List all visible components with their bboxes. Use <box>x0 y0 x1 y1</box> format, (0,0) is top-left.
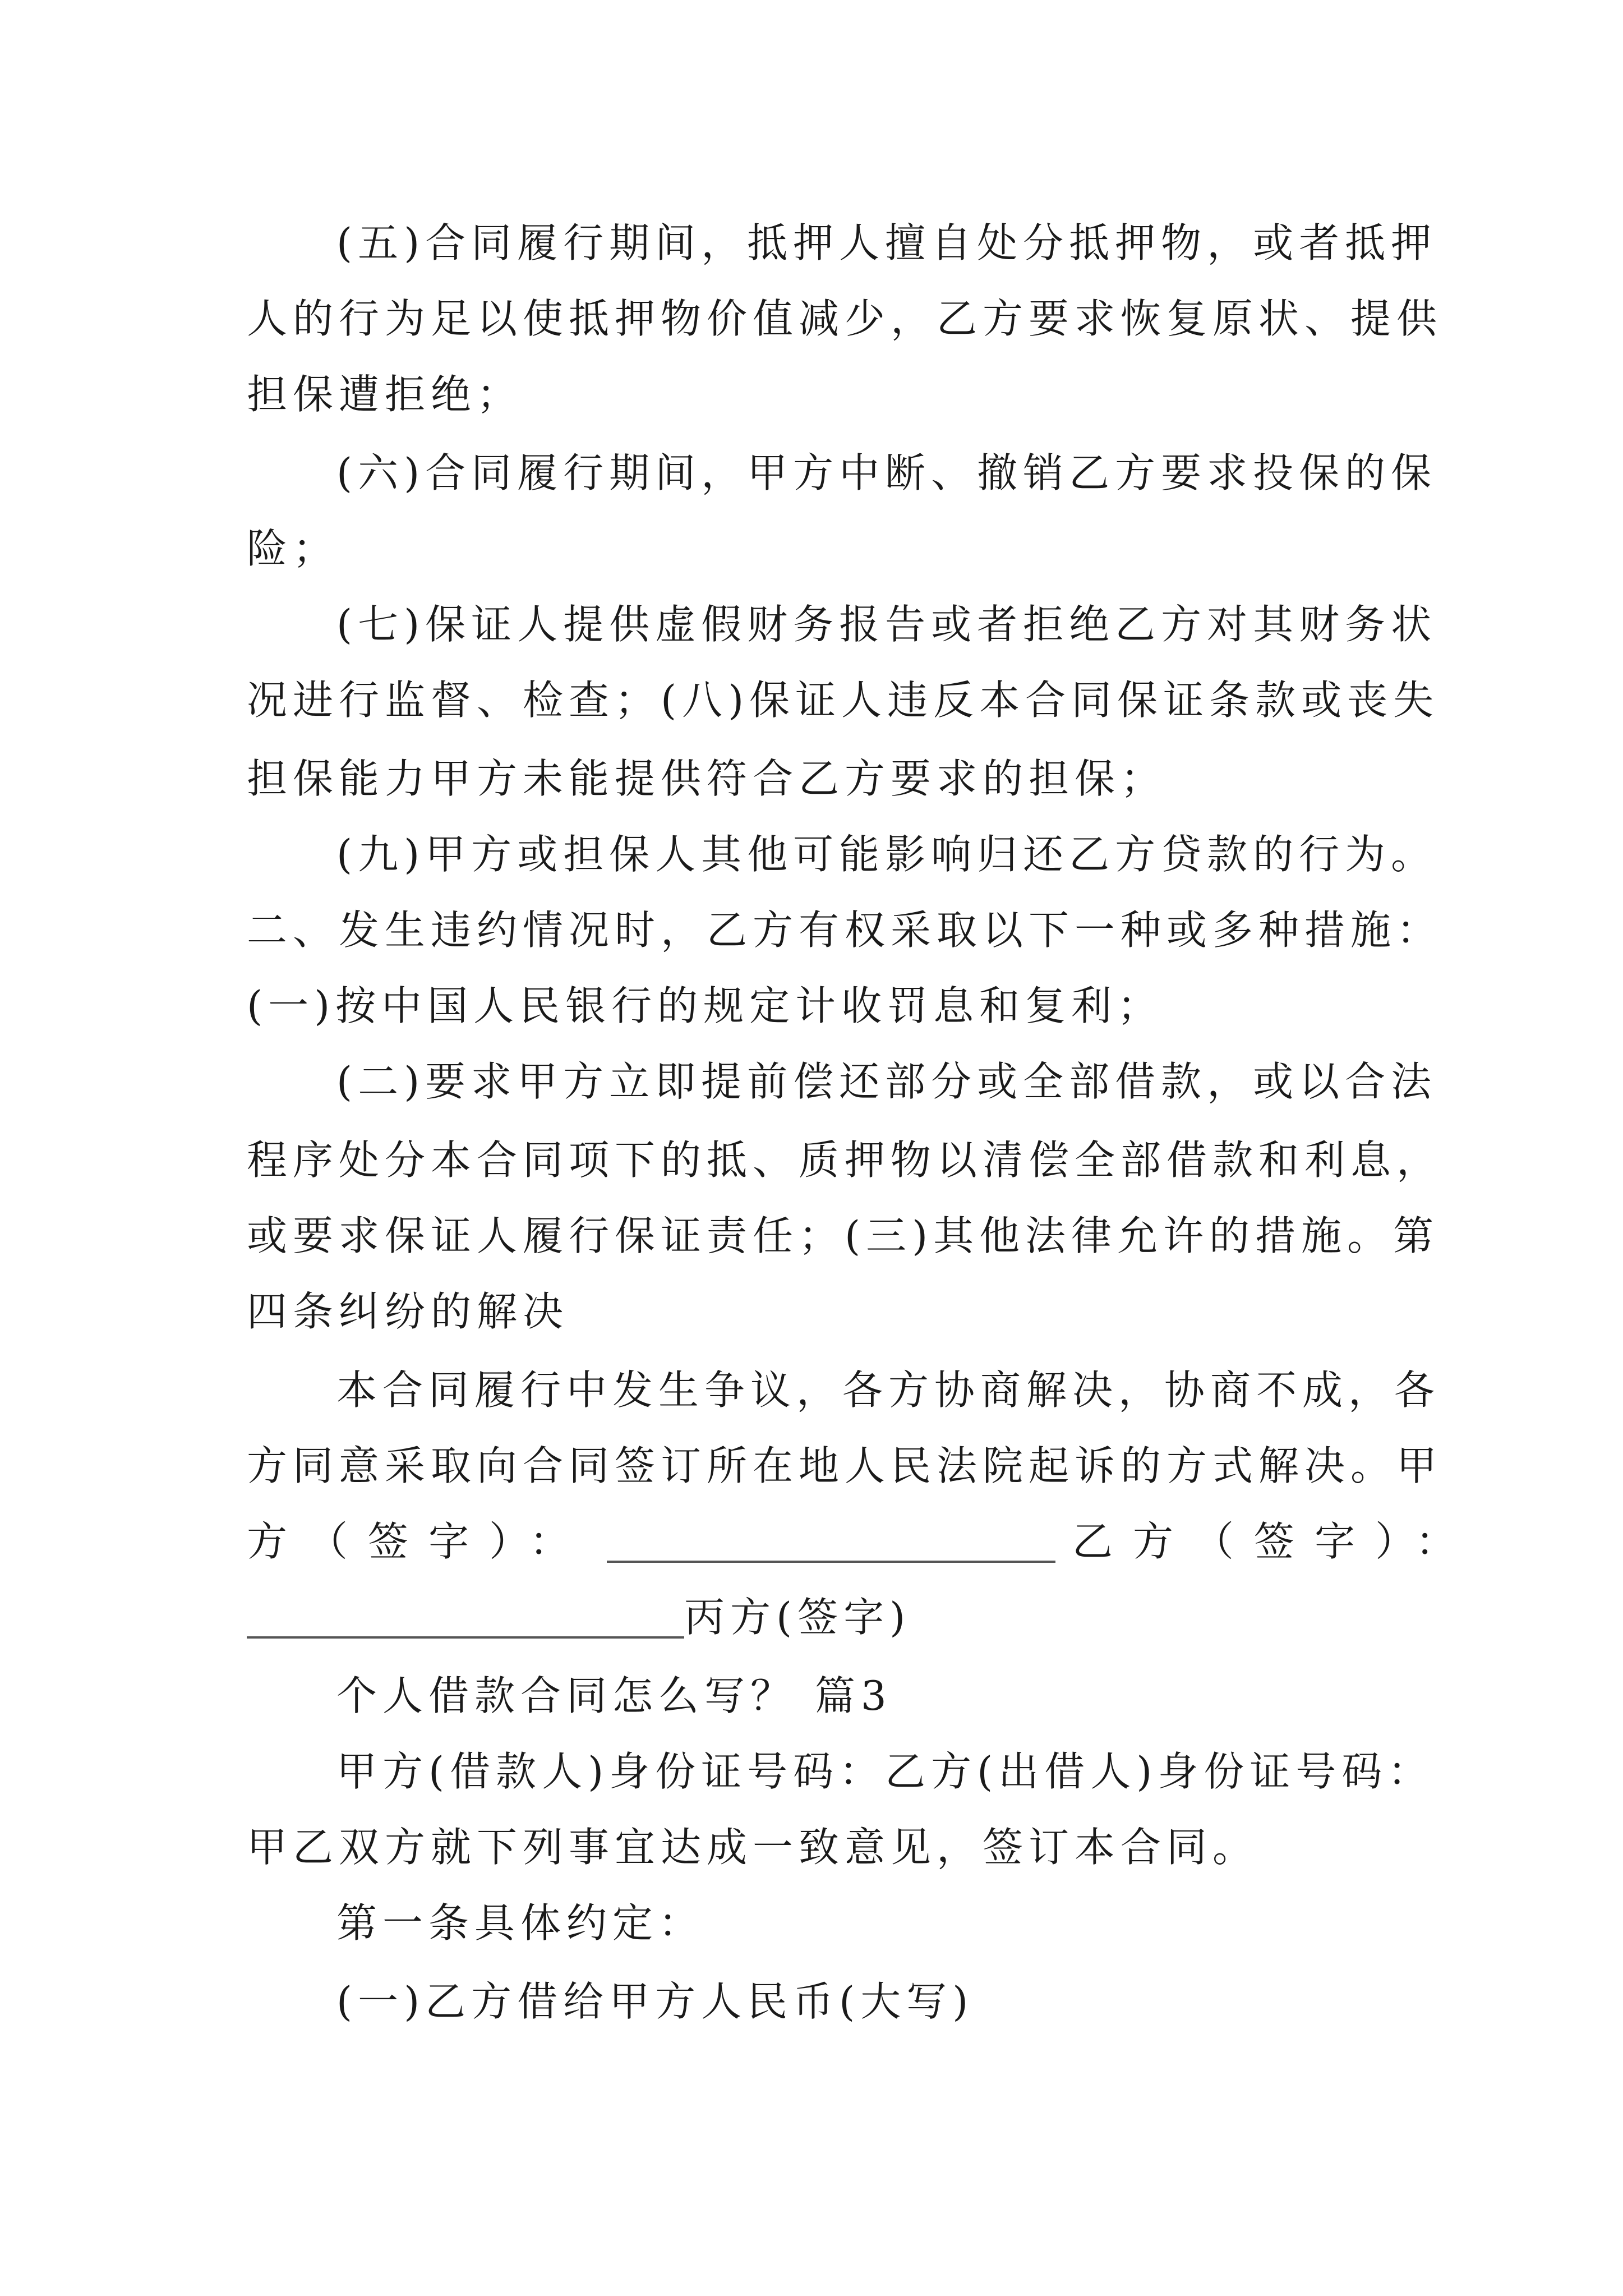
text-line: 四条纠纷的解决 <box>247 1288 569 1335</box>
text-line: (九)甲方或担保人其他可能影响归还乙方贷款的行为。 <box>336 831 1437 878</box>
text-line: 险； <box>247 525 339 572</box>
party-c-signature-label: 丙方(签字) <box>684 1594 911 1641</box>
text-line: 第一条具体约定： <box>336 1899 705 1947</box>
text-line: 担保能力甲方未能提供符合乙方要求的担保； <box>247 755 1167 802</box>
party-a-signature-blank <box>607 1561 1055 1563</box>
text-line: 担保遭拒绝； <box>247 371 523 418</box>
text-line: (六)合同履行期间，甲方中断、撤销乙方要求投保的保 <box>336 449 1437 496</box>
section-heading: 个人借款合同怎么写？ 篇3 <box>336 1672 892 1719</box>
text-line: (一)按中国人民银行的规定计收罚息和复利； <box>247 982 1164 1029</box>
text-line: 本合同履行中发生争议，各方协商解决，协商不成，各 <box>336 1366 1441 1414</box>
text-line: 甲乙双方就下列事宜达成一致意见，签订本合同。 <box>247 1824 1259 1871</box>
text-line: (五)合同履行期间，抵押人擅自处分抵押物，或者抵押 <box>336 219 1437 266</box>
text-line: 程序处分本合同项下的抵、质押物以清偿全部借款和利息， <box>247 1137 1443 1184</box>
text-line: 人的行为足以使抵押物价值减少，乙方要求恢复原状、提供 <box>247 295 1443 342</box>
party-b-signature-label: 乙方（签字）： <box>1072 1518 1477 1565</box>
text-line: (二)要求甲方立即提前偿还部分或全部借款，或以合法 <box>336 1058 1437 1105</box>
text-line: 或要求保证人履行保证责任；(三)其他法律允许的措施。第 <box>247 1212 1440 1259</box>
text-line: 方同意采取向合同签订所在地人民法院起诉的方式解决。甲 <box>247 1442 1443 1489</box>
signature-row-c <box>247 1590 911 1644</box>
text-line: 甲方(借款人)身份证号码：乙方(出借人)身份证号码： <box>336 1748 1434 1795</box>
party-b-signature-blank <box>247 1636 684 1639</box>
text-line: 况进行监督、检查；(八)保证人违反本合同保证条款或丧失 <box>247 677 1440 724</box>
signature-row <box>247 1515 1476 1568</box>
text-line: 二、发生违约情况时，乙方有权采取以下一种或多种措施： <box>247 907 1443 954</box>
text-line: (七)保证人提供虚假财务报告或者拒绝乙方对其财务状 <box>336 601 1437 648</box>
party-a-signature-label: 方（签字）： <box>247 1518 591 1565</box>
text-line: (一)乙方借给甲方人民币(大写) <box>336 1978 974 2025</box>
